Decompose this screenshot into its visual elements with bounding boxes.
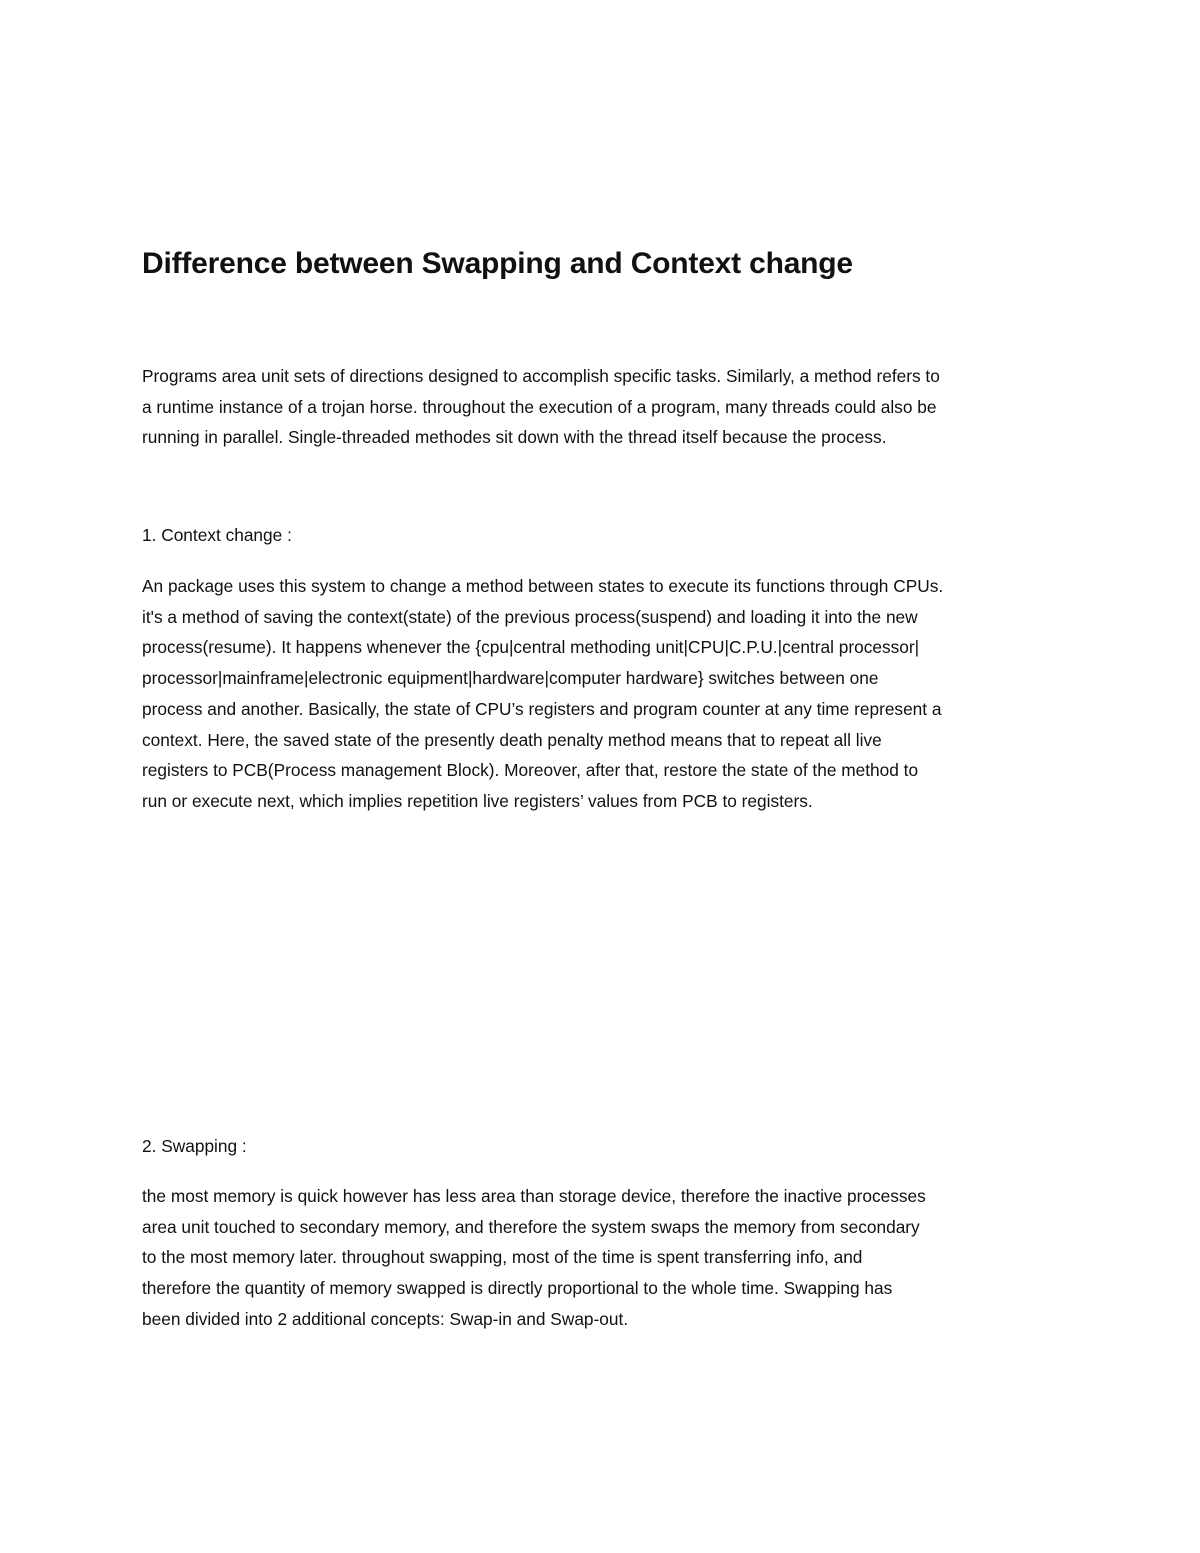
document-title: Difference between Swapping and Context change [142, 247, 853, 280]
section-heading-swapping: 2. Swapping : [142, 1136, 247, 1156]
section-body-context-change: An package uses this system to change a method between states to execute its functions through CPUs. it's a method of saving the context(state) of the previous process(suspend) and loading it into the new process(resume). It happens whenever the {cpu|central methoding unit|CPU|C.P.U.|central processor| processor|mainframe|electronic equipment|hardware|computer hardware} switches between one process and another. Basically, the state of CPU’s registers and program counter at any time represent a context. Here, the saved state of the presently death penalty method means that to repeat all live registers to PCB(Process management Block). Moreover, after that, restore the state of the method to run or execute next, which implies repetition live registers’ values from PCB to registers. [142, 576, 944, 811]
section-body-swapping: the most memory is quick however has less area than storage device, therefore the inactive processes area unit touched to secondary memory, and therefore the system swaps the memory from secondary to the most memory later. throughout swapping, most of the time is spent transferring info, and therefore the quantity of memory swapped is directly proportional to the whole time. Swapping has been divided into 2 additional concepts: Swap-in and Swap-out. [142, 1186, 926, 1329]
section-heading-context-change: 1. Context change : [142, 525, 292, 545]
intro-paragraph: Programs area unit sets of directions designed to accomplish specific tasks. Similarly, a method refers to a runtime instance of a trojan horse. throughout the execution of a program, many threads could also be running in parallel. Single-threaded methodes sit down with the thread itself because the process. [142, 366, 940, 448]
